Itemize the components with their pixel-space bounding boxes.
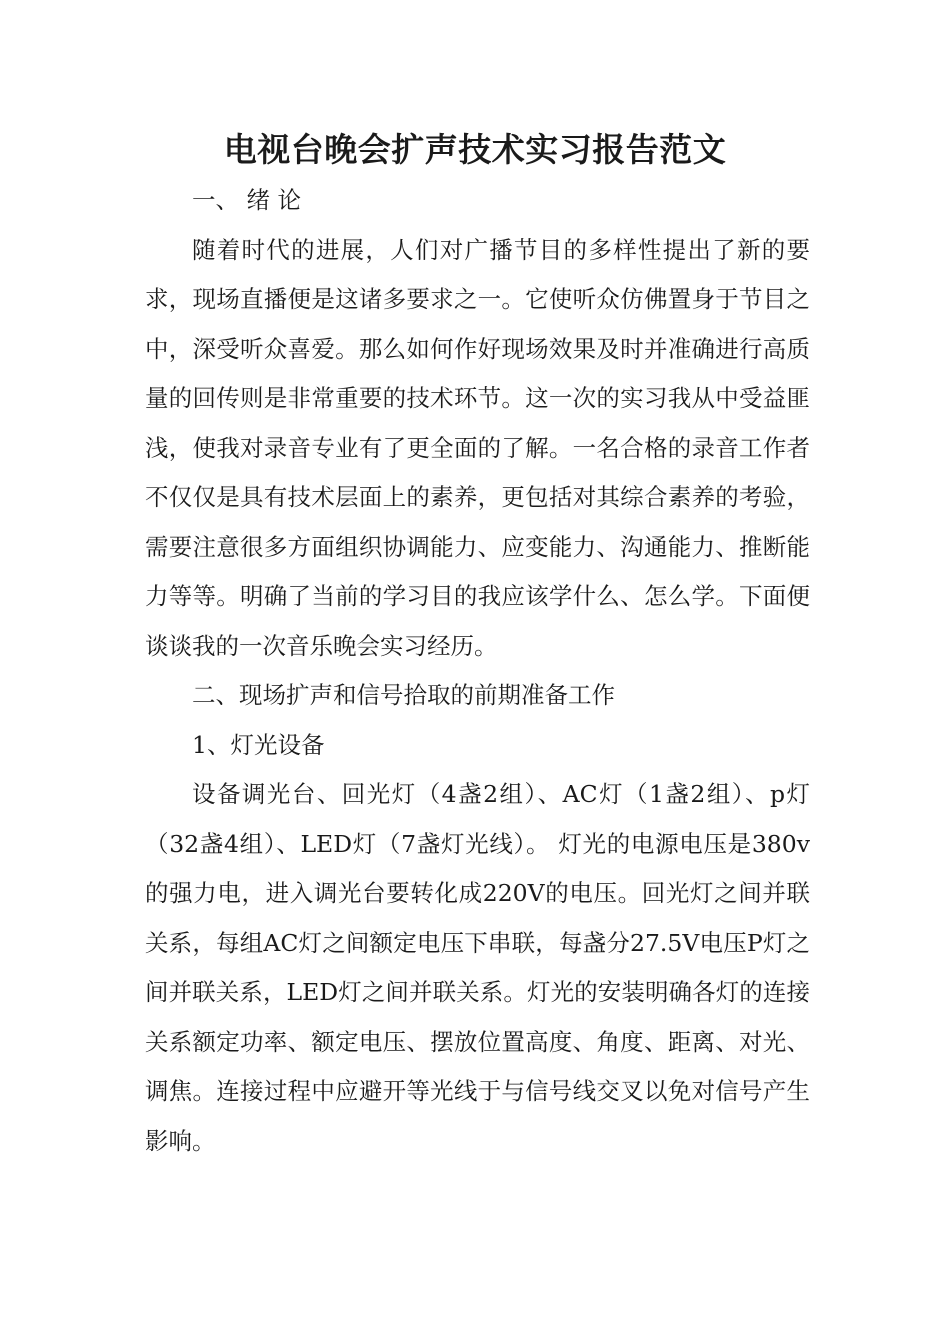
paragraph-introduction: 随着时代的进展，人们对广播节目的多样性提出了新的要求，现场直播便是这诸多要求之一。它使听众仿佛置身于节目之中，深受听众喜爱。那么如何作好现场效果及时并准确进行高质量的回传则是非常重要的技术环节。这一次的实习我从中受益匪浅，使我对录音专业有了更全面的了解。一名合格的录音工作者不仅仅是具有技术层面上的素养，更包括对其综合素养的考验，需要注意很多方面组织协调能力、应变能力、沟通能力、推断能力等等。明确了当前的学习目的我应该学什么、怎么学。下面便谈谈我的一次音乐晚会实习经历。 xyxy=(145,235,810,660)
section-heading-introduction: 一、 绪 论 xyxy=(192,186,301,214)
paragraph-lighting: 设备调光台、回光灯（4盏2组）、AC灯（1盏2组）、p灯（32盏4组）、LED灯（7盏灯光线）。 灯光的电源电压是380v的强力电，进入调光台要转化成220V的电压。回光灯之间并联关系，每组AC灯之间额定电压下串联，每盏分27.5V电压P灯之间并联关系，LED灯之间并联关系。灯光的安装明确各灯的连接关系额定功率、额定电压、摆放位置高度、角度、距离、对光、调焦。连接过程中应避开等光线于与信号线交叉以免对信号产生影响。 xyxy=(145,780,810,1155)
subsection-heading-lighting: 1、灯光设备 xyxy=(192,730,325,759)
document-body xyxy=(145,176,810,1166)
document-title: 电视台晚会扩声技术实习报告范文 xyxy=(223,130,727,169)
section-heading-preparation: 二、现场扩声和信号拾取的前期准备工作 xyxy=(192,681,615,709)
